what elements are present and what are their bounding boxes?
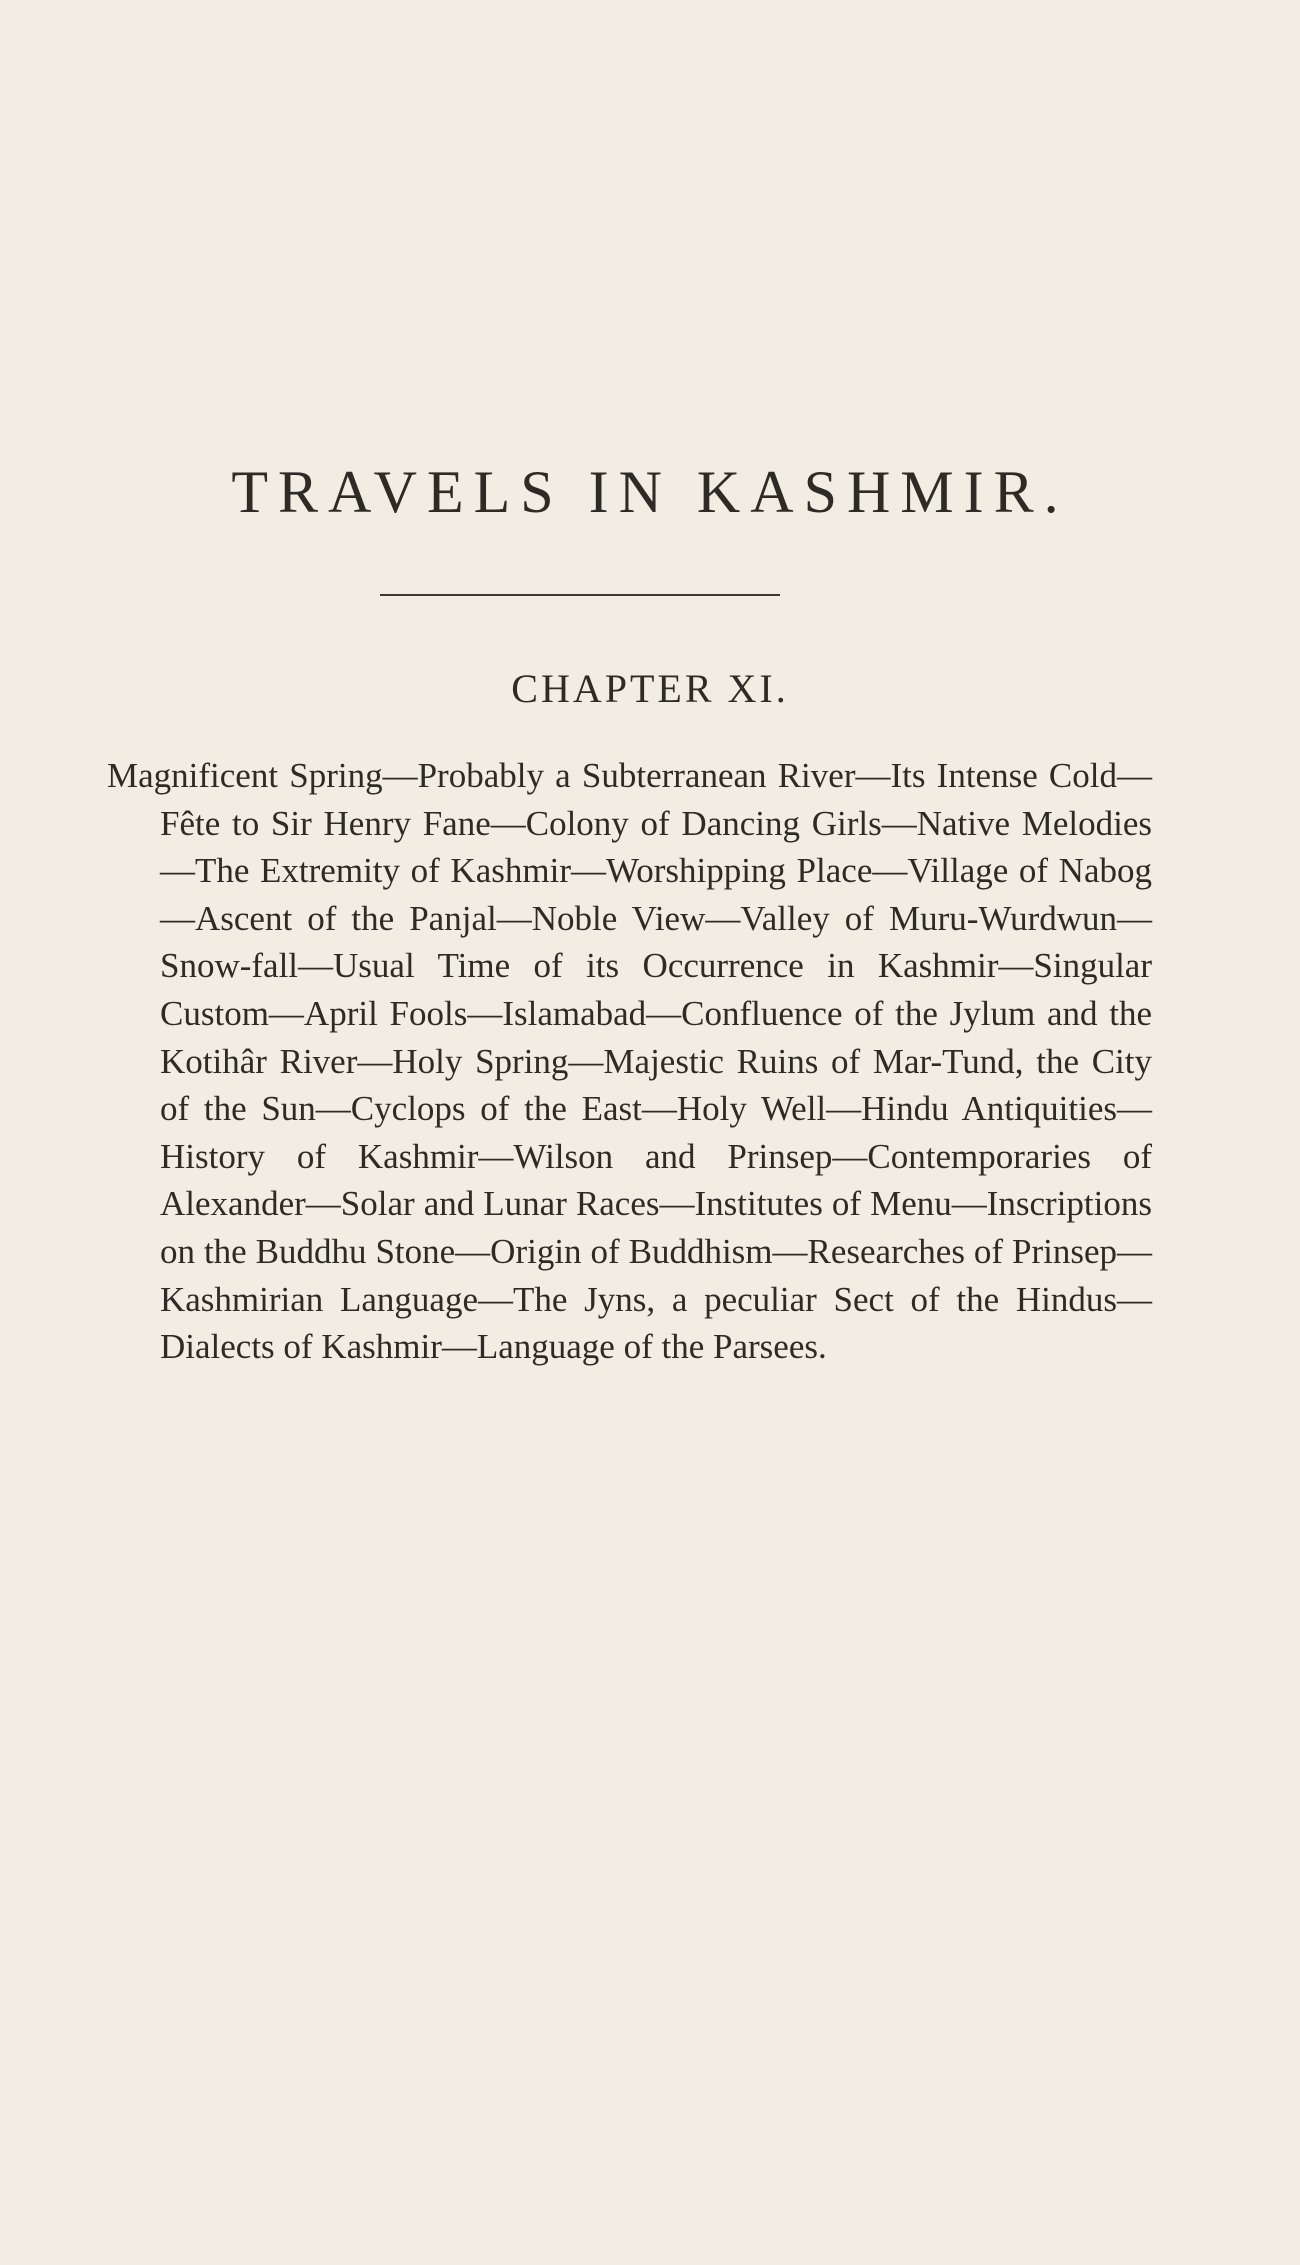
title-rule xyxy=(380,594,780,596)
chapter-heading: CHAPTER XI. xyxy=(511,666,789,711)
book-title: TRAVELS IN KASHMIR. xyxy=(231,459,1069,525)
chapter-synopsis: Magnificent Spring—Probably a Subterranean River—Its Intense Cold—Fête to Sir Henry Fane—Colony of Dancing Girls—Native Melodies—The Extremity of Kashmir—Worshipping Place—Village of Nabog—Ascent of the Panjal—Noble View—Valley of Muru-Wurdwun—Snow-fall—Usual Time of its Occurrence in Kashmir—Singular Custom—April Fools—Islamabad—Confluence of the Jylum and the Kotihâr River—Holy Spring—Majestic Ruins of Mar-Tund, the City of the Sun—Cyclops of the East—Holy Well—Hindu Antiquities—History of Kashmir—Wilson and Prinsep—Contemporaries of Alexander—Solar and Lunar Races—Institutes of Menu—Inscriptions on the Buddhu Stone—Origin of Buddhism—Researches of Prinsep—Kashmirian Language—The Jyns, a peculiar Sect of the Hindus—Dialects of Kashmir—Language of the Parsees. xyxy=(107,756,1152,1367)
